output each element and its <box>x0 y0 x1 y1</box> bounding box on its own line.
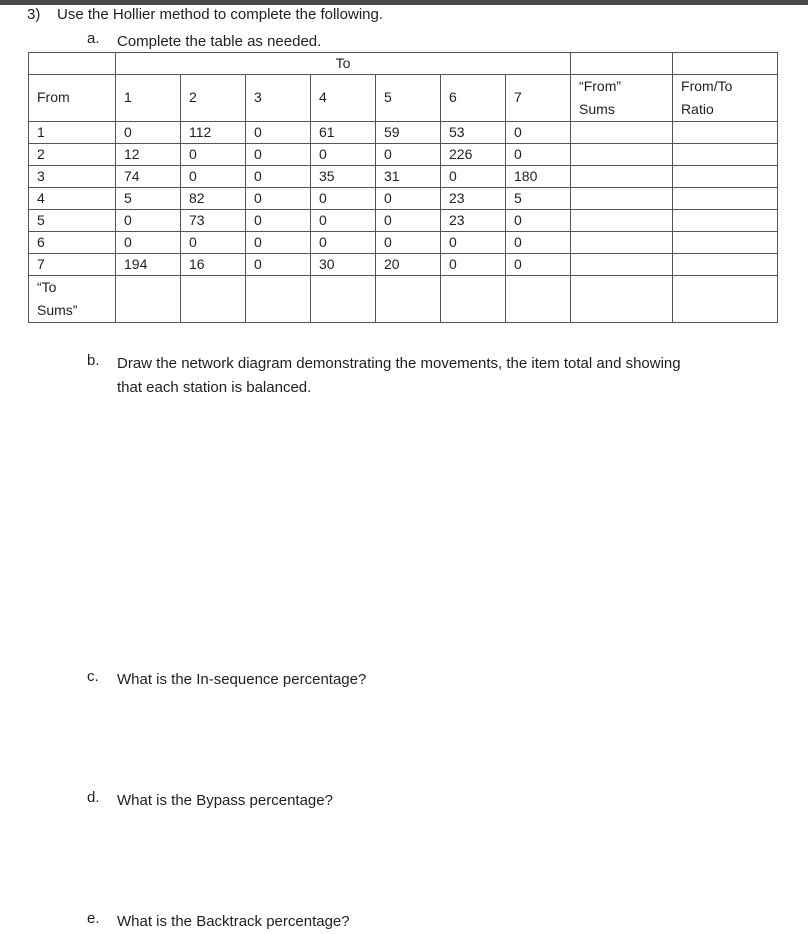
empty-cell <box>29 53 116 75</box>
flow-value-cell: 180 <box>506 166 571 188</box>
from-sum-cell[interactable] <box>571 232 673 254</box>
from-to-ratio-cell[interactable] <box>673 122 778 144</box>
column-header-label: 1 <box>124 89 132 105</box>
ratio-header-line2: Ratio <box>681 101 714 117</box>
question-number: 3) <box>27 6 41 23</box>
to-sums-label-line1: “To <box>37 279 57 295</box>
part-a <box>87 30 587 50</box>
to-sum-cell[interactable] <box>246 276 311 323</box>
empty-cell <box>673 53 778 75</box>
flow-value-cell: 0 <box>181 166 246 188</box>
flow-value-cell: 35 <box>311 166 376 188</box>
from-sum-cell[interactable] <box>571 188 673 210</box>
from-sum-cell[interactable] <box>571 166 673 188</box>
part-d <box>87 789 587 809</box>
column-header <box>246 75 311 122</box>
to-sum-cell[interactable] <box>376 276 441 323</box>
to-sum-cell[interactable] <box>441 276 506 323</box>
question-text: Use the Hollier method to complete the following. <box>57 6 384 23</box>
flow-value-cell: 0 <box>246 188 311 210</box>
flow-value-cell: 226 <box>441 144 506 166</box>
flow-value-cell: 0 <box>116 232 181 254</box>
flow-value-cell: 16 <box>181 254 246 276</box>
flow-value-cell: 82 <box>181 188 246 210</box>
part-b <box>87 352 777 402</box>
from-station-cell: 7 <box>29 254 116 276</box>
table-row <box>29 188 778 210</box>
from-station-cell: 1 <box>29 122 116 144</box>
table-row <box>29 144 778 166</box>
from-sum-cell[interactable] <box>571 144 673 166</box>
to-sum-cell[interactable] <box>506 276 571 323</box>
flow-value-cell: 0 <box>506 122 571 144</box>
from-to-ratio-cell[interactable] <box>673 232 778 254</box>
flow-value-cell: 112 <box>181 122 246 144</box>
flow-value-cell: 20 <box>376 254 441 276</box>
part-d-text: What is the Bypass percentage? <box>117 792 333 809</box>
from-station-cell: 5 <box>29 210 116 232</box>
from-station-cell: 2 <box>29 144 116 166</box>
table-header-row <box>29 75 778 122</box>
flow-value-cell: 0 <box>246 144 311 166</box>
flow-value-cell: 0 <box>441 232 506 254</box>
from-sum-cell[interactable] <box>571 210 673 232</box>
empty-cell <box>673 276 778 323</box>
from-to-ratio-cell[interactable] <box>673 254 778 276</box>
column-header <box>181 75 246 122</box>
column-header-label: 6 <box>449 89 457 105</box>
column-header <box>376 75 441 122</box>
empty-cell <box>571 276 673 323</box>
flow-value-cell: 30 <box>311 254 376 276</box>
part-e-letter: e. <box>87 910 100 927</box>
flow-value-cell: 23 <box>441 210 506 232</box>
from-sums-header <box>571 75 673 122</box>
column-header-label: 3 <box>254 89 262 105</box>
column-header <box>506 75 571 122</box>
flow-value-cell: 0 <box>246 122 311 144</box>
flow-value-cell: 0 <box>116 210 181 232</box>
part-e <box>87 910 587 930</box>
flow-value-cell: 0 <box>246 166 311 188</box>
part-b-letter: b. <box>87 352 100 369</box>
column-header-label: 5 <box>384 89 392 105</box>
from-station-cell: 6 <box>29 232 116 254</box>
column-header-label: 2 <box>189 89 197 105</box>
flow-value-cell: 194 <box>116 254 181 276</box>
table-row <box>29 232 778 254</box>
part-a-text: Complete the table as needed. <box>117 33 322 50</box>
column-header-label: 7 <box>514 89 522 105</box>
part-d-letter: d. <box>87 789 100 806</box>
flow-value-cell: 0 <box>506 254 571 276</box>
from-to-ratio-cell[interactable] <box>673 210 778 232</box>
column-header <box>311 75 376 122</box>
from-sums-header-line1: “From” <box>579 78 622 94</box>
flow-value-cell: 0 <box>376 232 441 254</box>
flow-value-cell: 23 <box>441 188 506 210</box>
part-c <box>87 668 587 688</box>
column-header-label: 4 <box>319 89 327 105</box>
part-b-line2: that each station is balanced. <box>117 379 312 396</box>
flow-value-cell: 53 <box>441 122 506 144</box>
table-row <box>29 166 778 188</box>
table-row <box>29 122 778 144</box>
column-header <box>441 75 506 122</box>
from-sum-cell[interactable] <box>571 122 673 144</box>
flow-value-cell: 0 <box>506 210 571 232</box>
from-station-cell: 3 <box>29 166 116 188</box>
flow-value-cell: 0 <box>181 232 246 254</box>
flow-value-cell: 12 <box>116 144 181 166</box>
flow-value-cell: 59 <box>376 122 441 144</box>
question-title <box>27 6 383 23</box>
from-to-ratio-cell[interactable] <box>673 144 778 166</box>
from-header-label: From <box>37 89 70 105</box>
to-sum-cell[interactable] <box>116 276 181 323</box>
flow-value-cell: 0 <box>181 144 246 166</box>
part-c-text: What is the In-sequence percentage? <box>117 671 367 688</box>
part-e-text: What is the Backtrack percentage? <box>117 913 350 930</box>
from-sums-header-line2: Sums <box>579 101 615 117</box>
flow-value-cell: 74 <box>116 166 181 188</box>
flow-value-cell: 0 <box>246 254 311 276</box>
flow-value-cell: 0 <box>441 254 506 276</box>
from-to-ratio-cell[interactable] <box>673 166 778 188</box>
flow-value-cell: 0 <box>116 122 181 144</box>
flow-value-cell: 61 <box>311 122 376 144</box>
ratio-header <box>673 75 778 122</box>
flow-value-cell: 5 <box>506 188 571 210</box>
part-b-text <box>117 352 681 400</box>
part-b-line1: Draw the network diagram demonstrating the movements, the item total and showing <box>117 355 681 372</box>
to-sum-cell[interactable] <box>181 276 246 323</box>
to-sums-label-line2: Sums” <box>37 302 78 318</box>
part-a-letter: a. <box>87 30 100 47</box>
flow-value-cell: 0 <box>506 144 571 166</box>
flow-value-cell: 31 <box>376 166 441 188</box>
to-sum-cell[interactable] <box>311 276 376 323</box>
flow-value-cell: 0 <box>246 232 311 254</box>
table-row <box>29 210 778 232</box>
flow-value-cell: 5 <box>116 188 181 210</box>
flow-value-cell: 0 <box>376 210 441 232</box>
flow-value-cell: 0 <box>246 210 311 232</box>
flow-value-cell: 0 <box>311 144 376 166</box>
from-header <box>29 75 116 122</box>
table-header-to-row <box>29 53 778 75</box>
to-sums-label <box>29 276 116 323</box>
flow-value-cell: 0 <box>311 210 376 232</box>
flow-value-cell: 0 <box>506 232 571 254</box>
flow-value-cell: 0 <box>311 188 376 210</box>
flow-value-cell: 73 <box>181 210 246 232</box>
to-header: To <box>116 53 571 75</box>
flow-value-cell: 0 <box>376 188 441 210</box>
flow-value-cell: 0 <box>376 144 441 166</box>
from-station-cell: 4 <box>29 188 116 210</box>
from-to-ratio-cell[interactable] <box>673 188 778 210</box>
from-sum-cell[interactable] <box>571 254 673 276</box>
flow-value-cell: 0 <box>441 166 506 188</box>
column-header <box>116 75 181 122</box>
from-to-table <box>28 52 778 323</box>
empty-cell <box>571 53 673 75</box>
to-sums-row <box>29 276 778 323</box>
flow-value-cell: 0 <box>311 232 376 254</box>
top-border <box>0 0 808 5</box>
table-row <box>29 254 778 276</box>
part-c-letter: c. <box>87 668 99 685</box>
ratio-header-line1: From/To <box>681 78 733 94</box>
